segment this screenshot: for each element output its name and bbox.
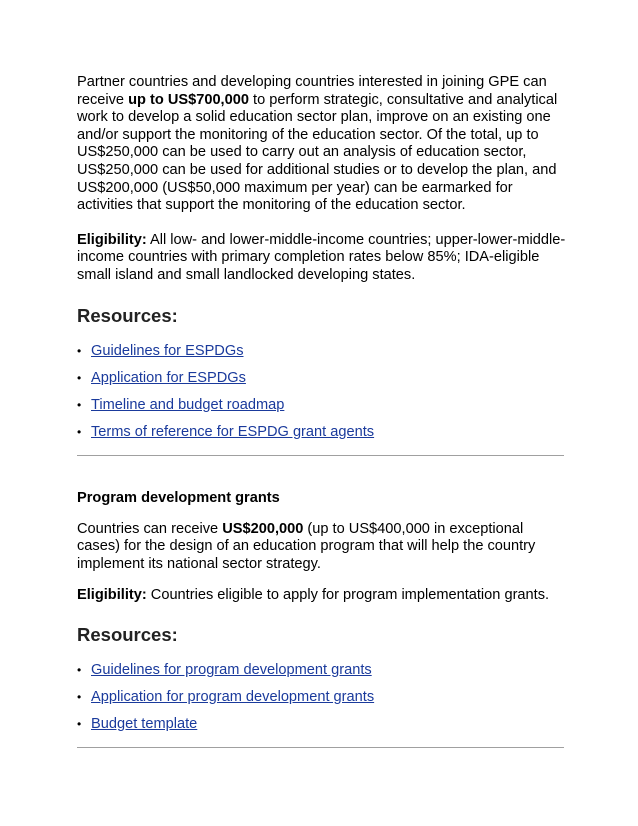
bullet-icon: • (77, 689, 82, 704)
list-item (77, 689, 567, 706)
espdg-eligibility-label: Eligibility: (77, 231, 147, 248)
espdg-intro-text-start: Partner countries and developing countries interested in joining GPE can receive (77, 74, 547, 108)
link-application-espdgs[interactable]: Application for ESPDGs (91, 369, 246, 386)
program-amount: US$200,000 (222, 520, 304, 537)
link-budget-template[interactable]: Budget template (91, 715, 198, 732)
bullet-icon: • (77, 370, 82, 385)
section-divider (77, 455, 564, 456)
link-application-program-grants[interactable]: Application for program development grants (91, 688, 375, 705)
program-text-start: Countries can receive (77, 520, 223, 537)
espdg-resources-heading: Resources: (77, 304, 178, 326)
section-divider (77, 747, 564, 748)
list-item (77, 716, 567, 733)
program-grants-paragraph (77, 521, 567, 574)
espdg-eligibility-paragraph (77, 232, 567, 285)
link-guidelines-program-grants[interactable]: Guidelines for program development grants (91, 661, 372, 678)
program-eligibility-text: Countries eligible to apply for program implementation grants. (146, 587, 550, 604)
program-resources-heading: Resources: (77, 623, 178, 645)
document-page (77, 74, 567, 748)
bullet-icon: • (77, 662, 82, 677)
link-timeline-budget-roadmap[interactable]: Timeline and budget roadmap (91, 396, 285, 413)
list-item (77, 370, 567, 387)
espdg-resources-list (77, 343, 567, 441)
list-item (77, 397, 567, 414)
bullet-icon: • (77, 716, 82, 731)
espdg-intro-text-end: to perform strategic, consultative and analytical work to develop a solid education sector plan, improve on an existing one and/or support the monitoring of the education sector. Of the total, up to US$250,000 can be used to carry out an analysis of education sector, US$250,000 can be used for additional studies or to develop the plan, and US$200,000 (US$50,000 maximum per year) can be earmarked for activities that support the monitoring of the education sector. (77, 91, 558, 214)
program-eligibility-paragraph (77, 587, 567, 605)
bullet-icon: • (77, 397, 82, 412)
program-grants-heading: Program development grants (77, 489, 280, 506)
espdg-intro-paragraph (77, 74, 567, 215)
program-text-end: (up to US$400,000 in exceptional cases) for the design of an education program that will help the country implement its national sector strategy. (77, 520, 536, 572)
list-item (77, 424, 567, 441)
program-resources-list (77, 662, 567, 733)
program-eligibility-label: Eligibility: (77, 587, 147, 604)
espdg-amount: up to US$700,000 (128, 91, 249, 108)
link-guidelines-espdgs[interactable]: Guidelines for ESPDGs (91, 342, 244, 359)
bullet-icon: • (77, 424, 82, 439)
link-terms-of-reference[interactable]: Terms of reference for ESPDG grant agents (91, 423, 375, 440)
list-item (77, 343, 567, 360)
list-item (77, 662, 567, 679)
espdg-eligibility-text: All low- and lower-middle-income countries; upper-lower-middle-income countries with primary completion rates below 85%; IDA-eligible small island and small landlocked developing states. (77, 231, 566, 283)
bullet-icon: • (77, 343, 82, 358)
